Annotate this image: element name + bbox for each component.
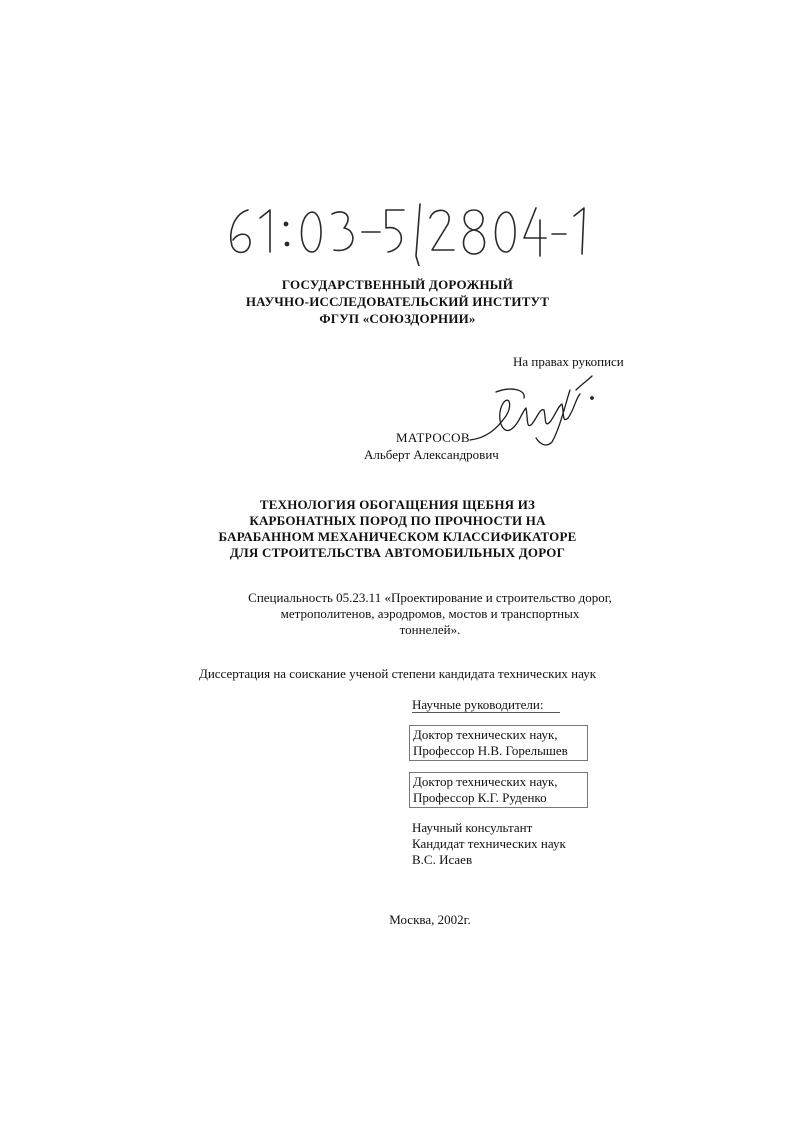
institution-header	[0, 276, 795, 327]
consultant-degree: Кандидат технических наук	[412, 836, 566, 851]
place-and-year: Москва, 2002г.	[389, 912, 471, 927]
title-line-4: ДЛЯ СТРОИТЕЛЬСТВА АВТОМОБИЛЬНЫХ ДОРОГ	[229, 545, 566, 560]
supervisor-1-name: Профессор Н.В. Горелышев	[413, 743, 568, 758]
title-line-1: ТЕХНОЛОГИЯ ОБОГАЩЕНИЯ ЩЕБНЯ ИЗ	[259, 497, 536, 512]
supervisor-1-degree: Доктор технических наук,	[413, 727, 558, 742]
consultant-block	[412, 820, 566, 868]
title-line-3: БАРАБАННОМ МЕХАНИЧЕСКОМ КЛАССИФИКАТОРЕ	[218, 529, 577, 544]
specialty	[230, 590, 630, 638]
handwritten-archive-code	[220, 196, 600, 266]
specialty-line-1: Специальность 05.23.11 «Проектирование и строительство дорог,	[248, 590, 612, 605]
institution-line-3: ФГУП «СОЮЗДОРНИИ»	[319, 311, 476, 326]
title-line-2: КАРБОНАТНЫХ ПОРОД ПО ПРОЧНОСТИ НА	[249, 513, 546, 528]
supervisor-box-1	[409, 725, 588, 761]
supervisors-label: Научные руководители:	[412, 697, 544, 712]
author-surname: МАТРОСОВ	[396, 430, 470, 445]
supervisor-box-2	[409, 772, 588, 808]
dissertation-statement: Диссертация на соискание ученой степени кандидата технических наук	[198, 666, 597, 681]
author-signature	[466, 368, 606, 458]
supervisor-2-name: Профессор К.Г. Руденко	[413, 790, 547, 805]
specialty-line-2: метрополитенов, аэродромов, мостов и транспортных	[280, 606, 580, 621]
thesis-title	[0, 497, 795, 561]
institution-line-1: ГОСУДАРСТВЕННЫЙ ДОРОЖНЫЙ	[281, 277, 514, 292]
specialty-line-3: тоннелей».	[399, 622, 461, 637]
supervisor-2-degree: Доктор технических наук,	[413, 774, 558, 789]
author-name: Альберт Александрович	[364, 447, 499, 462]
supervisors-underline	[412, 712, 560, 713]
institution-line-2: НАУЧНО-ИССЛЕДОВАТЕЛЬСКИЙ ИНСТИТУТ	[245, 294, 550, 309]
consultant-label: Научный консультант	[412, 820, 533, 835]
consultant-name: В.С. Исаев	[412, 852, 473, 867]
manuscript-note: На правах рукописи	[513, 354, 624, 369]
